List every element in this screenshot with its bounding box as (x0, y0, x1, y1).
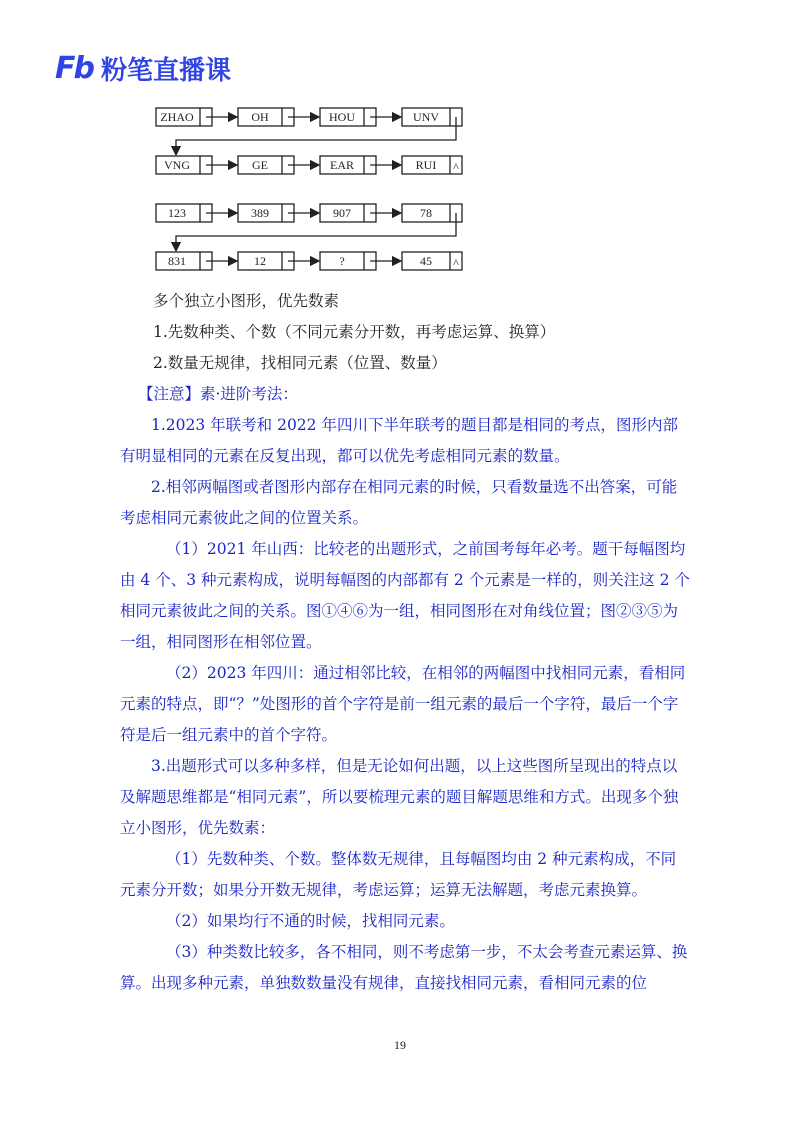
note-block (120, 379, 690, 999)
brand-logo (55, 50, 231, 87)
node-label: VNG (164, 158, 190, 172)
summary-line: 2.数量无规律，找相同元素（位置、数量） (153, 354, 447, 372)
summary-block (120, 286, 690, 379)
node-label: 123 (168, 206, 186, 220)
node-label: ? (339, 254, 345, 268)
page-number: 19 (394, 1038, 406, 1052)
logo-mark: Fb (55, 51, 93, 86)
node-label: 78 (420, 206, 432, 220)
node-label: EAR (330, 158, 354, 172)
node-label: ZHAO (160, 110, 194, 124)
node-label: GE (252, 158, 268, 172)
node-label: 389 (251, 206, 269, 220)
list-node (238, 252, 294, 270)
linked-list-diagram (150, 100, 480, 280)
list-row-4 (156, 252, 462, 270)
node-label: 12 (254, 254, 266, 268)
note-paragraph: （2）2023 年四川：通过相邻比较，在相邻的两幅图中找相同元素，看相同元素的特点，即“？”处图形的首个字符是前一组元素的最后一个字符，最后一个字符是后一组元素中的首个字符。 (120, 664, 686, 744)
node-label: OH (251, 110, 269, 124)
note-paragraph: （1）先数种类、个数。整体数无规律，且每幅图均由 2 种元素构成，不同元素分开数；如果分开数无规律，考虑运算；运算无法解题，考虑元素换算。 (120, 850, 677, 899)
logo-text: 粉笔直播课 (100, 56, 231, 86)
node-label: 45 (420, 254, 432, 268)
note-paragraph: （3）种类数比较多，各不相同，则不考虑第一步，不太会考查元素运算、换算。出现多种元素，单独数数量没有规律，直接找相同元素，看相同元素的位 (120, 943, 688, 992)
list-node (402, 204, 462, 222)
list-node (320, 252, 376, 270)
node-label: UNV (413, 110, 439, 124)
node-label: 907 (333, 206, 351, 220)
summary-line: 多个独立小图形，优先数素 (153, 292, 340, 310)
note-paragraph: （1）2021 年山西：比较老的出题形式，之前国考每年必考。题干每幅图均由 4 个、3 种元素构成，说明每幅图的内部都有 2 个元素是一样的，则关注这 2 个相同元素彼此之间的关系。图①④⑥为一组，相同图形在对角线位置；图②③⑤为一组，相同图形在相邻位置。 (120, 540, 690, 651)
list-row-1 (156, 108, 462, 126)
null-pointer-symbol: ^ (453, 256, 459, 270)
note-paragraph: 1.2023 年联考和 2022 年四川下半年联考的题目都是相同的考点，图形内部有明显相同的元素在反复出现，都可以优先考虑相同元素的数量。 (120, 416, 678, 465)
note-paragraph: 2.相邻两幅图或者图形内部存在相同元素的时候，只看数量选不出答案，可能考虑相同元素彼此之间的位置关系。 (120, 478, 678, 527)
list-row-2 (156, 156, 462, 174)
null-pointer-symbol: ^ (453, 160, 459, 174)
node-label: RUI (415, 158, 437, 172)
list-row-3 (156, 204, 462, 222)
summary-line: 1.先数种类、个数（不同元素分开数，再考虑运算、换算） (153, 323, 556, 341)
node-label: 831 (168, 254, 186, 268)
note-title: 【注意】素·进阶考法： (138, 385, 298, 403)
note-paragraph: （2）如果均行不通的时候，找相同元素。 (166, 912, 455, 930)
note-paragraph: 3.出题形式可以多种多样，但是无论如何出题，以上这些图所呈现出的特点以及解题思维都是“相同元素”，所以要梳理元素的题目解题思维和方式。出现多个独立小图形，优先数素： (120, 757, 679, 837)
node-label: HOU (329, 110, 355, 124)
